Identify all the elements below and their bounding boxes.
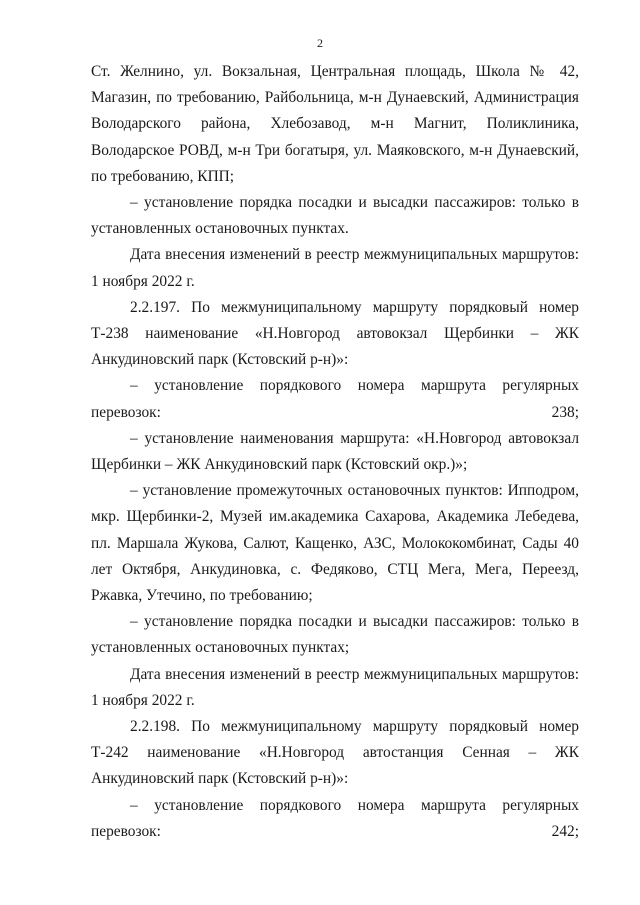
page-number: 2	[317, 36, 323, 50]
paragraph-boarding-rule: – установление порядка посадки и высадки пассажиров: только в установленных остановочных пунктах.	[91, 194, 579, 238]
paragraph-stops-continued: Ст. Желнино, ул. Вокзальная, Центральная площадь, Школа № 42, Магазин, по требованию, Райбольница, м-н Дунаевский, Администрация Володарского района, Хлебозавод, м-н Магнит, Поликлиника, Володарское РОВД, м-н Три богатыря, ул. Маяковского, м-н Дунаевский, по требованию, КПП;	[91, 63, 579, 185]
document-body	[91, 59, 579, 845]
paragraph-route-number: – установление порядкового номера маршрута регулярных перевозок: 238;	[91, 377, 579, 421]
paragraph-boarding-rule: – установление порядка посадки и высадки пассажиров: только в установленных остановочных пунктах;	[91, 613, 579, 657]
paragraph-registry-date: Дата внесения изменений в реестр межмуниципальных маршрутов: 1 ноября 2022 г.	[91, 665, 579, 709]
paragraph-registry-date: Дата внесения изменений в реестр межмуниципальных маршрутов: 1 ноября 2022 г.	[91, 246, 579, 290]
paragraph-route-t238: 2.2.197. По межмуниципальному маршруту порядковый номер Т-238 наименование «Н.Новгород автовокзал Щербинки – ЖК Анкудиновский парк (Кстовский р-н)»:	[91, 298, 579, 369]
paragraph-intermediate-stops: – установление промежуточных остановочных пунктов: Ипподром, мкр. Щербинки-2, Музей им.академика Сахарова, Академика Лебедева, пл. Маршала Жукова, Салют, Кащенко, АЗС, Молококомбинат, Сады 40 лет Октября, Анкудиновка, с. Федяково, СТЦ Мега, Мега, Переезд, Ржавка, Утечино, по требованию;	[91, 482, 579, 605]
paragraph-route-number: – установление порядкового номера маршрута регулярных перевозок: 242;	[91, 796, 579, 840]
paragraph-route-name: – установление наименования маршрута: «Н.Новгород автовокзал Щербинки – ЖК Анкудиновский парк (Кстовский окр.)»;	[91, 429, 579, 474]
paragraph-route-t242: 2.2.198. По межмуниципальному маршруту порядковый номер Т-242 наименование «Н.Новгород автостанция Сенная – ЖК Анкудиновский парк (Кстовский р-н)»:	[91, 718, 579, 788]
